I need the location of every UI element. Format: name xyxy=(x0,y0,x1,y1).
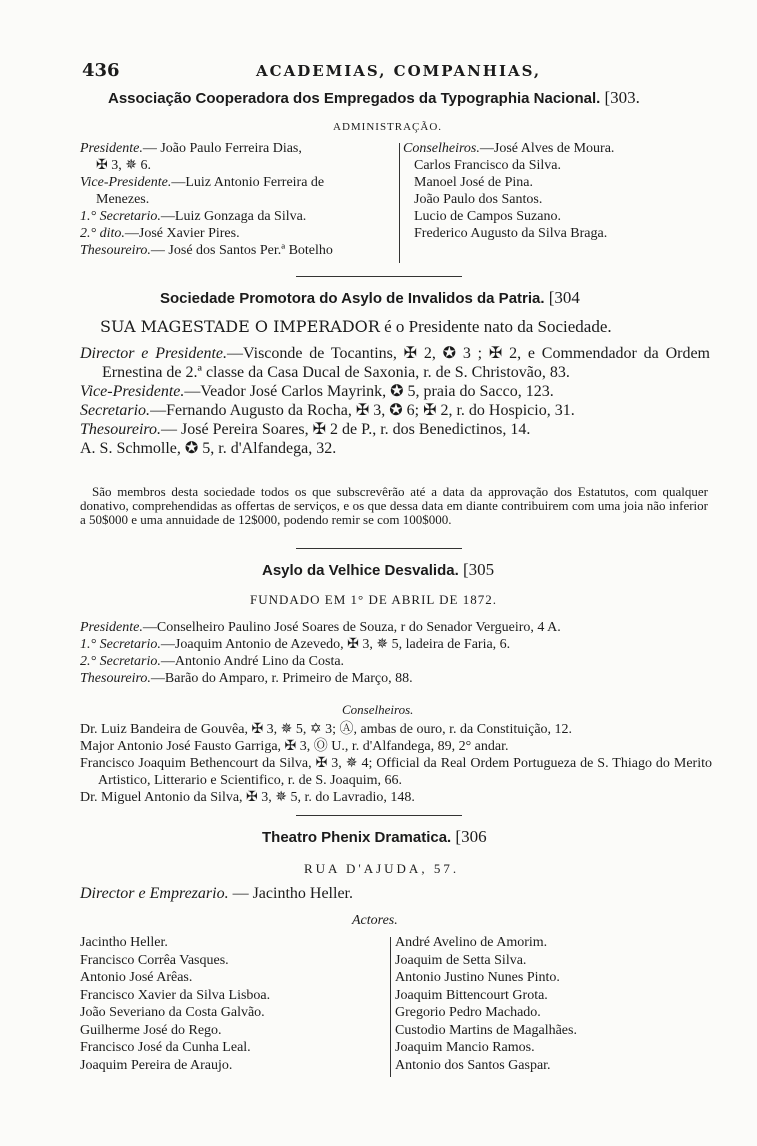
list-item: Joaquim Mancio Ramos. xyxy=(395,1040,535,1055)
entry: Conselheiros.—José Alves de Moura. xyxy=(403,141,615,156)
section-separator xyxy=(296,815,462,816)
entry: Vice-Presidente.—Veador José Carlos Mayrink, ✪ 5, praia do Sacco, 123. xyxy=(80,383,554,400)
section-305-title: Asylo da Velhice Desvalida. [305 xyxy=(262,560,495,579)
section-304-title: Sociedade Promotora do Asylo de Invalidos da Patria. [304 xyxy=(160,288,580,307)
entry: Secretario.—Fernando Augusto da Rocha, ✠ 3, ✪ 6; ✠ 2, r. do Hospicio, 31. xyxy=(80,402,575,419)
entry: Francisco Joaquim Bethencourt da Silva, ✠ 3, ✵ 4; Official da Real Ordem Portugueza de S. Thiago do Merito Artistico, Litterario e Scientifico, r. de S. Joaquim, 66. xyxy=(80,756,712,788)
entry: 1.° Secretario.—Joaquim Antonio de Azevedo, ✠ 3, ✵ 5, ladeira de Faria, 6. xyxy=(80,637,511,652)
running-title: ACADEMIAS, COMPANHIAS, xyxy=(256,62,542,80)
list-item: Jacintho Heller. xyxy=(80,935,168,950)
entry: 1.° Secretario.—Luiz Gonzaga da Silva. xyxy=(80,209,307,224)
actors-right-column xyxy=(395,934,695,1074)
section-305-council xyxy=(80,721,712,806)
list-item: Francisco Corrêa Vasques. xyxy=(80,952,229,968)
page-number: 436 xyxy=(82,60,120,81)
entry: Thesoureiro.— José Pereira Soares, ✠ 2 de P., r. dos Benedictinos, 14. xyxy=(80,421,531,438)
list-item: João Severiano da Costa Galvão. xyxy=(80,1005,265,1020)
section-303-left-column xyxy=(80,140,396,259)
entry: João Paulo dos Santos. xyxy=(414,192,543,207)
column-divider xyxy=(399,143,400,263)
entry: Presidente.— João Paulo Ferreira Dias, xyxy=(80,141,302,156)
entry: Presidente.—Conselheiro Paulino José Soares de Souza, r do Senador Vergueiro, 4 A. xyxy=(80,620,561,635)
section-306-address: RUA D'AJUDA, 57. xyxy=(304,861,460,876)
entry: Carlos Francisco da Silva. xyxy=(414,158,561,173)
entry: 2.° dito.—José Xavier Pires. xyxy=(80,226,240,241)
section-303-right-column xyxy=(403,140,693,242)
entry: A. S. Schmolle, ✪ 5, r. d'Alfandega, 32. xyxy=(80,440,337,457)
entry: Vice-Presidente.—Luiz Antonio Ferreira de xyxy=(80,175,325,190)
section-304-body xyxy=(80,344,710,458)
list-item: Antonio dos Santos Gaspar. xyxy=(395,1057,551,1073)
entry: Thesoureiro.— José dos Santos Per.ª Botelho xyxy=(80,243,333,258)
section-306-director: Director e Emprezario. — Jacintho Heller. xyxy=(80,885,353,902)
entry: 2.° Secretario.—Antonio André Lino da Costa. xyxy=(80,654,345,669)
section-306-actors-head: Actores. xyxy=(352,913,398,928)
list-item: Francisco José da Cunha Leal. xyxy=(80,1040,251,1055)
list-item: Joaquim Pereira de Araujo. xyxy=(80,1057,233,1073)
section-303-title: Associação Cooperadora dos Empregados da Typographia Nacional. [303. xyxy=(108,88,640,107)
list-item: André Avelino de Amorim. xyxy=(395,935,548,950)
section-304-note: São membros desta sociedade todos os que subscrevêrão até a data da approvação dos Estatutos, com qualquer donativo, comprehendidas as offertas de serviços, e os que dessa data em diante contribuirem com uma joia não inferior a 50$000 e uma annuidade de 12$000, podendo remir se com 100$000. xyxy=(80,484,708,527)
entry: Frederico Augusto da Silva Braga. xyxy=(414,226,608,241)
entry: ✠ 3, ✵ 6. xyxy=(96,158,151,173)
section-305-founded: FUNDADO EM 1° DE ABRIL DE 1872. xyxy=(250,592,497,607)
section-303-subhead: ADMINISTRAÇÃO. xyxy=(333,121,443,133)
list-item: Antonio Justino Nunes Pinto. xyxy=(395,970,560,985)
entry: Dr. Luiz Bandeira de Gouvêa, ✠ 3, ✵ 5, ✡ 3; Ⓐ, ambas de ouro, r. da Constituição, 12. xyxy=(80,722,573,737)
entry: Manoel José de Pina. xyxy=(414,175,533,190)
list-item: Custodio Martins de Magalhães. xyxy=(395,1022,577,1038)
section-304-emperor-line: SUA MAGESTADE O IMPERADOR é o Presidente nato da Sociedade. xyxy=(100,317,612,336)
entry: Lucio de Campos Suzano. xyxy=(414,209,561,224)
section-305-officers xyxy=(80,619,710,687)
list-item: Joaquim de Setta Silva. xyxy=(395,952,527,968)
entry: Director e Presidente.—Visconde de Tocantins, ✠ 2, ✪ 3 ; ✠ 2, e Commendador da Ordem Ernestina de 2.ª classe da Casa Ducal de Saxonia, r. de S. Christovão, 83. xyxy=(80,345,710,381)
list-item: Gregorio Pedro Machado. xyxy=(395,1005,541,1020)
entry: Major Antonio José Fausto Garriga, ✠ 3, Ⓞ U., r. d'Alfandega, 89, 2° andar. xyxy=(80,739,509,754)
list-item: Antonio José Arêas. xyxy=(80,970,193,985)
list-item: Joaquim Bittencourt Grota. xyxy=(395,987,548,1003)
list-item: Francisco Xavier da Silva Lisboa. xyxy=(80,987,271,1003)
entry: Menezes. xyxy=(96,192,150,207)
actors-left-column xyxy=(80,934,380,1074)
entry: Thesoureiro.—Barão do Amparo, r. Primeiro de Março, 88. xyxy=(80,671,413,686)
column-divider xyxy=(390,937,391,1077)
section-separator xyxy=(296,276,462,277)
section-separator xyxy=(296,548,462,549)
list-item: Guilherme José do Rego. xyxy=(80,1022,222,1038)
section-306-title: Theatro Phenix Dramatica. [306 xyxy=(262,827,487,846)
section-305-council-head: Conselheiros. xyxy=(342,702,414,717)
entry: Dr. Miguel Antonio da Silva, ✠ 3, ✵ 5, r. do Lavradio, 148. xyxy=(80,790,415,805)
